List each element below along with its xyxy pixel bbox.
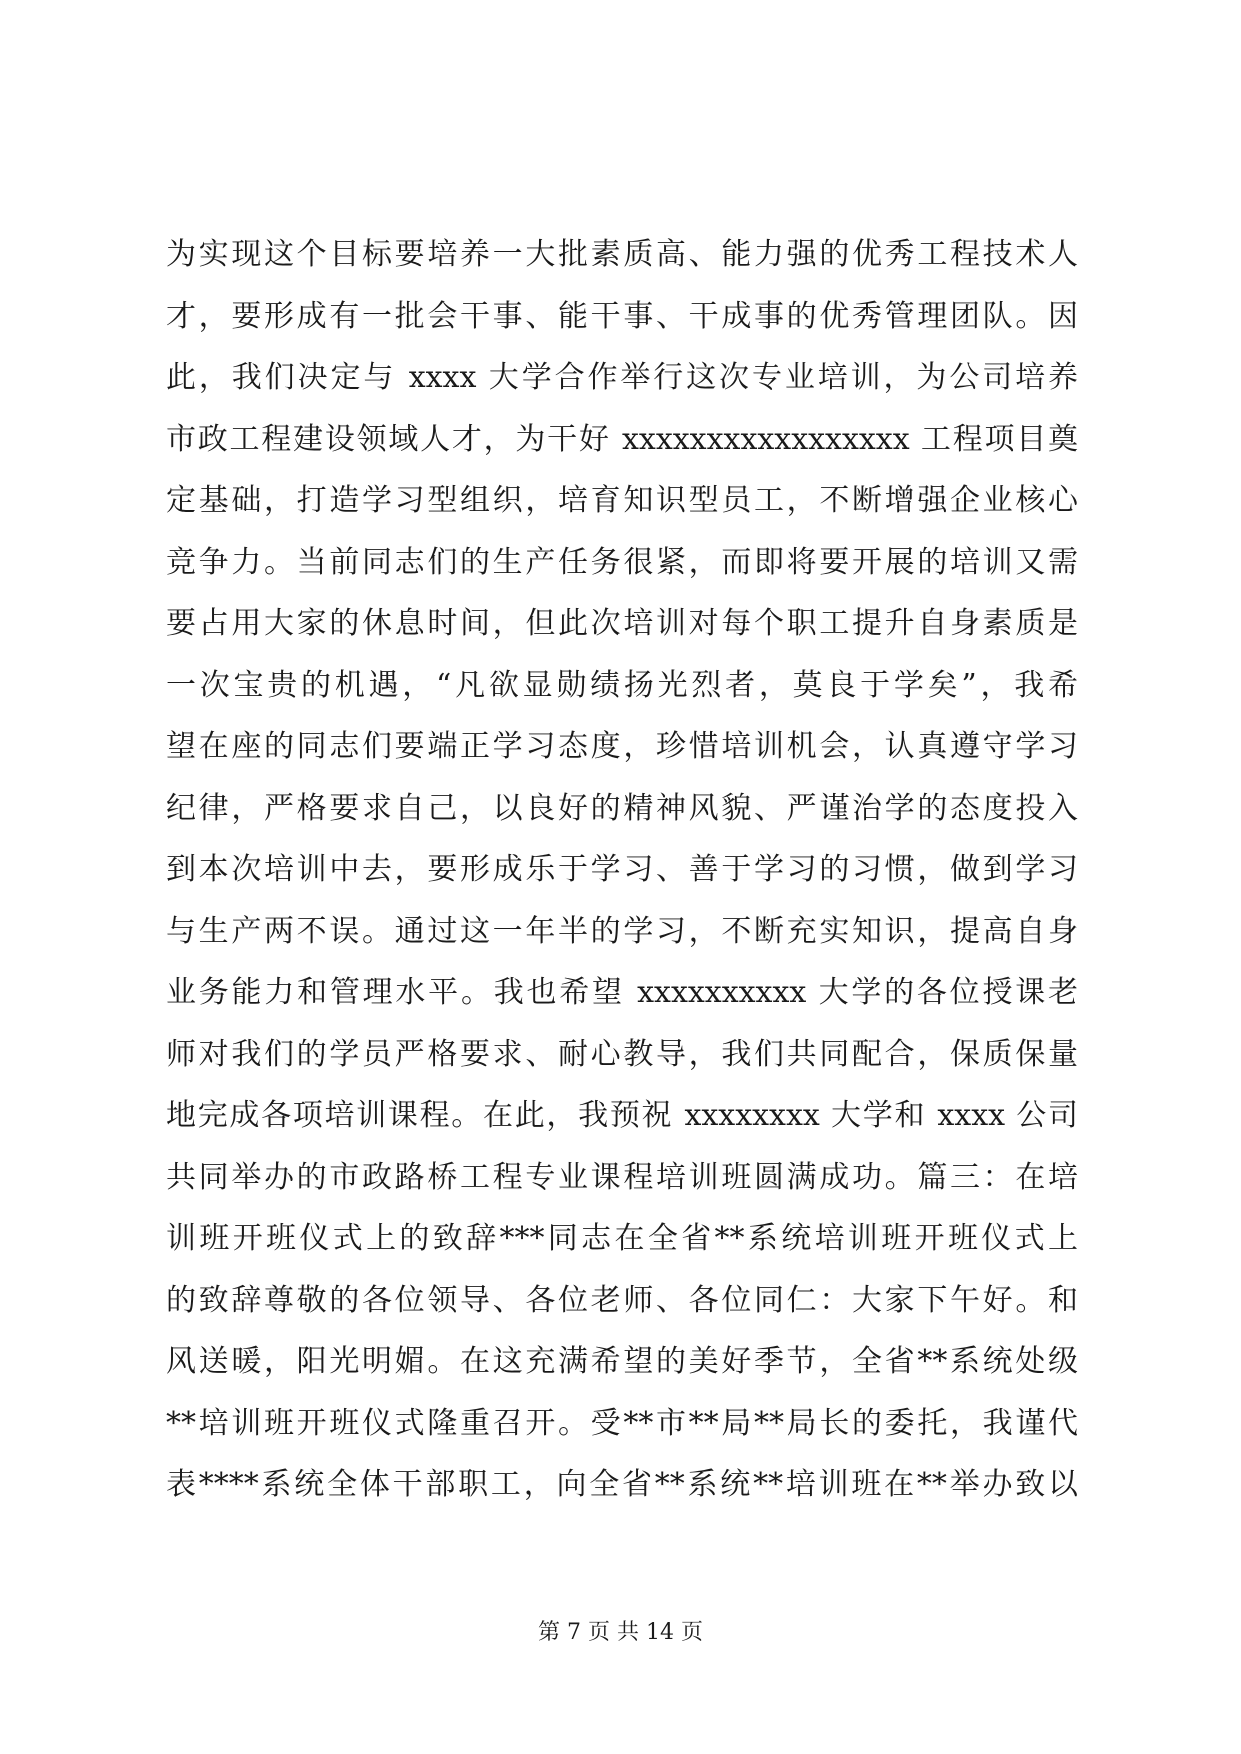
body-text xyxy=(166,224,1078,1516)
text-line: 的致辞尊敬的各位领导、各位老师、各位同仁：大家下午好。和 xyxy=(166,1282,1078,1318)
page-footer xyxy=(0,1615,1241,1646)
text-line: 定基础，打造学习型组织，培育知识型员工，不断增强企业核心 xyxy=(166,483,1078,518)
text-line: 市政工程建设领域人才，为干好 xxxxxxxxxxxxxxxxx 工程项目奠 xyxy=(166,421,1078,457)
text-line: 地完成各项培训课程。在此，我预祝 xxxxxxxx 大学和 xxxx 公司 xyxy=(166,1098,1078,1133)
text-line: 训班开班仪式上的致辞***同志在全省**系统培训班开班仪式上 xyxy=(166,1221,1078,1256)
text-line: 要占用大家的休息时间，但此次培训对每个职工提升自身素质是 xyxy=(166,606,1078,641)
text-line: 表****系统全体干部职工，向全省**系统**培训班在**举办致以 xyxy=(166,1467,1078,1502)
text-line: 风送暖，阳光明媚。在这充满希望的美好季节，全省**系统处级 xyxy=(166,1344,1078,1379)
text-line: 为实现这个目标要培养一大批素质高、能力强的优秀工程技术人 xyxy=(166,237,1078,272)
text-line: 才，要形成有一批会干事、能干事、干成事的优秀管理团队。因 xyxy=(166,298,1078,334)
page-number-label: 第 7 页 共 14 页 xyxy=(538,1620,703,1645)
text-line: 此，我们决定与 xxxx 大学合作举行这次专业培训，为公司培养 xyxy=(166,360,1078,395)
text-line: 望在座的同志们要端正学习态度，珍惜培训机会，认真遵守学习 xyxy=(166,729,1078,764)
text-line: 竞争力。当前同志们的生产任务很紧，而即将要开展的培训又需 xyxy=(166,544,1078,580)
text-line: 共同举办的市政路桥工程专业课程培训班圆满成功。篇三：在培 xyxy=(166,1159,1078,1195)
text-line: **培训班开班仪式隆重召开。受**市**局**局长的委托，我谨代 xyxy=(166,1405,1078,1441)
text-line: 到本次培训中去，要形成乐于学习、善于学习的习惯，做到学习 xyxy=(166,852,1078,887)
text-line: 纪律，严格要求自己，以良好的精神风貌、严谨治学的态度投入 xyxy=(166,790,1078,826)
text-line: 业务能力和管理水平。我也希望 xxxxxxxxxx 大学的各位授课老 xyxy=(166,975,1078,1010)
text-line: 一次宝贵的机遇，“凡欲显勋绩扬光烈者，莫良于学矣”，我希 xyxy=(166,667,1078,703)
text-line: 师对我们的学员严格要求、耐心教导，我们共同配合，保质保量 xyxy=(166,1036,1078,1072)
text-line: 与生产两不误。通过这一年半的学习，不断充实知识，提高自身 xyxy=(166,913,1078,949)
